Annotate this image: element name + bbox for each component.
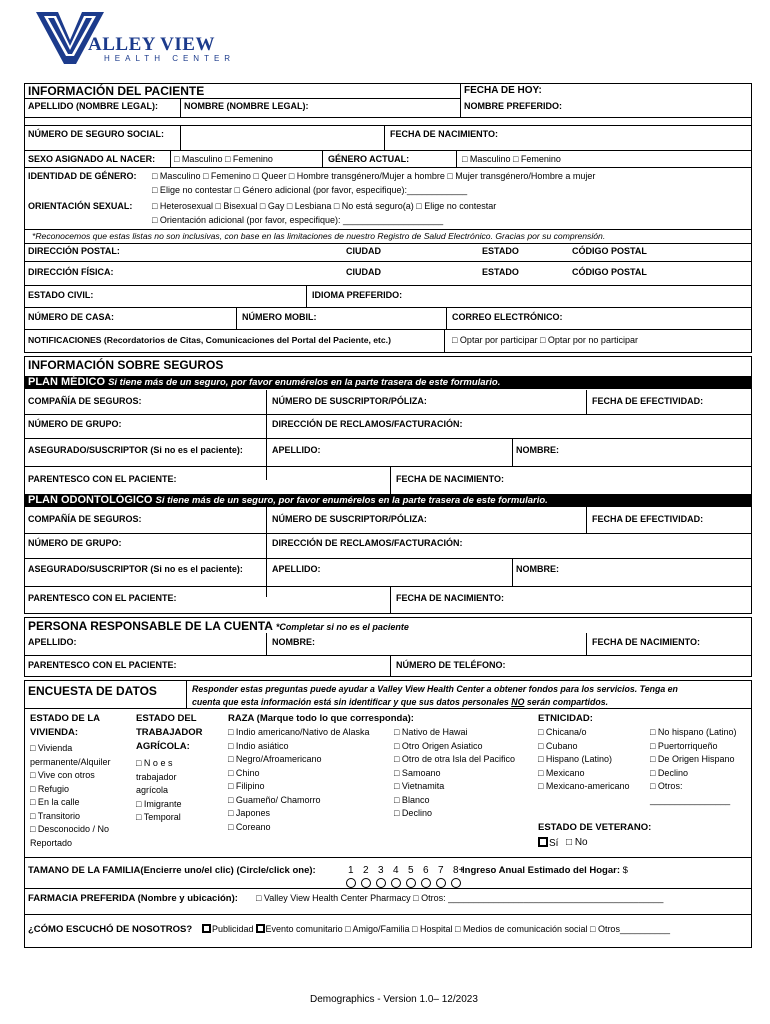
ethnicity-option-b-3[interactable]: □ Declino [650, 767, 688, 778]
race-option-b-5[interactable]: □ Blanco [394, 794, 430, 805]
race-option-b-2[interactable]: □ Otro de otra Isla del Pacifico [394, 754, 515, 764]
mailing-zip-label: CÓDIGO POSTAL [572, 246, 647, 256]
housing-option-2[interactable]: □ Vive con otros [30, 770, 95, 780]
gender-identity-options-2[interactable]: □ Elige no contestar □ Género adicional (por favor, especifique):____________ [152, 185, 468, 195]
medical-effective-date-label[interactable]: FECHA DE EFECTIVIDAD: [592, 396, 704, 406]
housing-option-6[interactable]: □ Desconocido / No [30, 824, 109, 834]
dental-insured-firstname-label[interactable]: NOMBRE: [516, 564, 559, 574]
pharmacy-options[interactable]: □ Valley View Health Center Pharmacy □ Otros: ___________________________________________ [256, 893, 664, 903]
logo-subtitle: HEALTH CENTER [104, 54, 236, 63]
last-name-label[interactable]: APELLIDO (NOMBRE LEGAL): [28, 101, 158, 111]
medical-insured-birthdate-label[interactable]: FECHA DE NACIMIENTO: [396, 474, 504, 484]
family-size-circle-2[interactable] [361, 878, 371, 888]
sexual-orientation-options-1[interactable]: □ Heterosexual □ Bisexual □ Gay □ Lesbiana □ No está seguro(a) □ Elige no contestar [152, 201, 497, 211]
responsible-lastname-label[interactable]: APELLIDO: [28, 637, 77, 647]
family-size-circle-8+[interactable] [451, 878, 461, 888]
inclusivity-note: *Reconocemos que estas listas no son inclusivas, con base en las limitaciones de nuestro Registro de Salud Electrónico. Gracias por su comprensión. [32, 231, 606, 241]
family-size-8+[interactable]: 8+ [453, 865, 465, 876]
family-size-circle-1[interactable] [346, 878, 356, 888]
housing-option-0[interactable]: □ Vivienda [30, 743, 73, 753]
family-size-1[interactable]: 1 [348, 865, 354, 876]
household-income-label[interactable]: Ingreso Anual Estimado del Hogar: $ [462, 865, 628, 876]
today-date-label: FECHA DE HOY: [464, 85, 542, 96]
race-option-b-0[interactable]: □ Nativo de Hawai [394, 727, 468, 737]
physical-city-label: CIUDAD [346, 267, 381, 277]
veteran-yes-checkbox[interactable] [538, 837, 548, 847]
medical-plan-bar: PLAN MÉDICO Si tiene más de un seguro, por favor enumérelos en la parte trasera de este formulario. [24, 376, 752, 389]
medical-claims-label[interactable]: DIRECCIÓN DE RECLAMOS/FACTURACIÓN: [272, 419, 463, 429]
family-size-2[interactable]: 2 [363, 865, 369, 876]
gender-identity-options-1[interactable]: □ Masculino □ Femenino □ Queer □ Hombre transgénero/Mujer a hombre □ Mujer transgénero/Hombre a mujer [152, 171, 596, 181]
survey-section-title: ENCUESTA DE DATOS [28, 684, 157, 698]
family-size-6[interactable]: 6 [423, 865, 429, 876]
birthdate-label[interactable]: FECHA DE NACIMIENTO: [390, 129, 498, 139]
mobile-phone-label[interactable]: NÚMERO MOBIL: [242, 312, 317, 322]
family-size-3[interactable]: 3 [378, 865, 384, 876]
race-option-b-4[interactable]: □ Vietnamita [394, 781, 445, 791]
pharmacy-label: FARMACIA PREFERIDA (Nombre y ubicación): [28, 893, 238, 904]
dental-effective-date-label[interactable]: FECHA DE EFECTIVIDAD: [592, 514, 704, 524]
medical-company-label[interactable]: COMPAÑÍA DE SEGUROS: [28, 396, 142, 406]
physical-address-label[interactable]: DIRECCIÓN FÍSICA: [28, 267, 114, 277]
race-option-a-7[interactable]: □ Coreano [228, 821, 271, 832]
footer-version: Demographics - Version 1.0– 12/2023 [310, 994, 478, 1005]
family-size-7[interactable]: 7 [438, 865, 444, 876]
farmworker-option-1: trabajador [136, 771, 177, 782]
mailing-city-label: CIUDAD [346, 246, 381, 256]
veteran-no-option[interactable]: □ No [566, 837, 588, 848]
ethnicity-option-a-0[interactable]: □ Chicana/o [538, 727, 587, 737]
dental-insured-label: ASEGURADO/SUSCRIPTOR (Si no es el paciente): [28, 564, 243, 574]
ethnicity-option-a-2[interactable]: □ Hispano (Latino) [538, 754, 612, 764]
race-option-b-1[interactable]: □ Otro Origen Asiatico [394, 740, 483, 751]
sexual-orientation-options-2[interactable]: □ Orientación adicional (por favor, especifique): ____________________ [152, 215, 444, 225]
family-size-4[interactable]: 4 [393, 865, 399, 876]
dental-claims-label[interactable]: DIRECCIÓN DE RECLAMOS/FACTURACIÓN: [272, 538, 463, 548]
race-option-a-3[interactable]: □ Chino [228, 767, 260, 778]
home-phone-label[interactable]: NÚMERO DE CASA: [28, 312, 115, 322]
survey-intro-1: Responder estas preguntas puede ayudar a Valley View Health Center a obtener fondos para los servicios. Tenga en [192, 684, 678, 694]
current-gender-options[interactable]: □ Masculino □ Femenino [462, 154, 561, 164]
housing-option-3[interactable]: □ Refugio [30, 783, 69, 794]
sex-at-birth-options[interactable]: □ Masculino □ Femenino [174, 154, 273, 164]
ethnicity-option-b-4[interactable]: □ Otros: [650, 781, 683, 791]
dental-policy-label[interactable]: NÚMERO DE SUSCRIPTOR/PÓLIZA: [272, 514, 427, 524]
family-size-5[interactable]: 5 [408, 865, 414, 876]
first-name-label[interactable]: NOMBRE (NOMBRE LEGAL): [184, 101, 309, 111]
family-size-circle-6[interactable] [421, 878, 431, 888]
gender-identity-label: IDENTIDAD DE GÉNERO: [28, 171, 137, 181]
medical-group-label[interactable]: NÚMERO DE GRUPO: [28, 419, 122, 429]
medical-policy-label[interactable]: NÚMERO DE SUSCRIPTOR/PÓLIZA: [272, 396, 427, 406]
notifications-options[interactable]: □ Optar por participar □ Optar por no participar [452, 335, 638, 345]
housing-option-5[interactable]: □ Transitorio [30, 810, 80, 821]
sex-at-birth-label: SEXO ASIGNADO AL NACER: [28, 154, 156, 164]
housing-option-4[interactable]: □ En la calle [30, 797, 80, 807]
ethnicity-option-b-0[interactable]: □ No hispano (Latino) [650, 727, 737, 737]
ethnicity-option-b-2[interactable]: □ De Origen Hispano [650, 754, 735, 764]
medical-insured-label: ASEGURADO/SUSCRIPTOR (Si no es el paciente): [28, 445, 243, 455]
ethnicity-title: ETNICIDAD: [538, 713, 593, 724]
race-option-b-3[interactable]: □ Samoano [394, 767, 441, 778]
family-size-circle-5[interactable] [406, 878, 416, 888]
referral-event-checkbox[interactable] [256, 924, 265, 933]
farmworker-option-0[interactable]: □ N o e s [136, 758, 173, 768]
insurance-frame [24, 356, 752, 614]
responsible-section-title: PERSONA RESPONSABLE DE LA CUENTA *Completar si no es el paciente [28, 619, 409, 633]
farmworker-title-3: AGRÍCOLA: [136, 741, 190, 752]
farmworker-option-3[interactable]: □ Imigrante [136, 798, 182, 809]
preferred-language-label[interactable]: IDIOMA PREFERIDO: [312, 290, 403, 300]
ssn-label[interactable]: NÚMERO DE SEGURO SOCIAL: [28, 129, 165, 139]
responsible-relationship-label[interactable]: PARENTESCO CON EL PACIENTE: [28, 660, 177, 670]
preferred-name-label[interactable]: NOMBRE PREFERIDO: [464, 101, 563, 111]
ethnicity-option-b-1[interactable]: □ Puertorriqueño [650, 740, 718, 751]
dental-plan-bar: PLAN ODONTOLÓGICO Si tiene más de un seguro, por favor enumérelos en la parte trasera de este formulario. [24, 494, 752, 507]
farmworker-option-2: agrícola [136, 785, 169, 795]
housing-title-1: ESTADO DE LA [30, 713, 101, 724]
farmworker-title-1: ESTADO DEL [136, 713, 197, 724]
farmworker-option-4[interactable]: □ Temporal [136, 812, 181, 822]
dental-insured-birthdate-label[interactable]: FECHA DE NACIMIENTO: [396, 593, 504, 603]
marital-status-label[interactable]: ESTADO CIVIL: [28, 290, 94, 300]
referral-ad-checkbox[interactable] [202, 924, 211, 933]
patient-section-title: INFORMACIÓN DEL PACIENTE [28, 84, 205, 98]
mailing-state-label: ESTADO [482, 246, 519, 256]
family-size-circle-3[interactable] [376, 878, 386, 888]
medical-insured-firstname-label[interactable]: NOMBRE: [516, 445, 559, 455]
family-size-circle-7[interactable] [436, 878, 446, 888]
housing-option-1: permanente/Alquiler [30, 756, 111, 767]
family-size-label: TAMANO DE LA FAMILIA(Encierre uno/el clic) (Circle/click one): [28, 865, 316, 876]
race-title: RAZA (Marque todo lo que corresponda): [228, 713, 414, 724]
referral-label: ¿CÓMO ESCUCHÓ DE NOSOTROS? [28, 924, 193, 935]
dental-relationship-label[interactable]: PARENTESCO CON EL PACIENTE: [28, 593, 177, 603]
race-option-a-0[interactable]: □ Indio americano/Nativo de Alaska [228, 727, 370, 737]
housing-title-2: VIVIENDA: [30, 727, 79, 738]
survey-intro-2: cuenta que esta información está sin identificar y que sus datos personales NO serán compartidos. [192, 697, 609, 707]
current-gender-label: GÉNERO ACTUAL: [328, 154, 410, 164]
referral-options[interactable]: Publicidad Evento comunitario □ Amigo/Familia □ Hospital □ Medios de comunicación social □ Otros__________ [202, 924, 670, 935]
ethnicity-option-a-1[interactable]: □ Cubano [538, 740, 578, 751]
notifications-label: NOTIFICACIONES (Recordatorios de Citas, Comunicaciones del Portal del Paciente, etc.) [28, 335, 391, 345]
medical-insured-lastname-label[interactable]: APELLIDO: [272, 445, 321, 455]
race-option-a-2[interactable]: □ Negro/Afroamericano [228, 754, 322, 764]
ethnicity-option-b-5: ________________ [650, 794, 731, 805]
email-label[interactable]: CORREO ELECTRÓNICO: [452, 312, 563, 322]
medical-relationship-label[interactable]: PARENTESCO CON EL PACIENTE: [28, 474, 177, 484]
ethnicity-option-a-4[interactable]: □ Mexicano-americano [538, 781, 630, 791]
logo [36, 12, 236, 64]
sexual-orientation-label: ORIENTACIÓN SEXUAL: [28, 201, 133, 211]
physical-zip-label: CÓDIGO POSTAL [572, 267, 647, 277]
dental-group-label[interactable]: NÚMERO DE GRUPO: [28, 538, 122, 548]
ethnicity-option-a-3[interactable]: □ Mexicano [538, 767, 585, 778]
family-size-circle-4[interactable] [391, 878, 401, 888]
physical-state-label: ESTADO [482, 267, 519, 277]
mailing-address-label[interactable]: DIRECCIÓN POSTAL: [28, 246, 120, 256]
dental-company-label[interactable]: COMPAÑÍA DE SEGUROS: [28, 514, 142, 524]
race-option-a-4[interactable]: □ Filipino [228, 781, 265, 791]
farmworker-title-2: TRABAJADOR [136, 727, 203, 738]
insurance-section-title: INFORMACIÓN SOBRE SEGUROS [28, 358, 224, 372]
veteran-yes-option[interactable]: Sí [538, 837, 558, 849]
veteran-title: ESTADO DE VETERANO: [538, 822, 652, 833]
housing-option-7: Reportado [30, 837, 73, 848]
responsible-phone-label[interactable]: NÚMERO DE TELÉFONO: [396, 660, 506, 670]
responsible-birthdate-label[interactable]: FECHA DE NACIMIENTO: [592, 637, 700, 647]
dental-insured-lastname-label[interactable]: APELLIDO: [272, 564, 321, 574]
race-option-b-6[interactable]: □ Declino [394, 808, 432, 818]
race-option-a-5[interactable]: □ Guameño/ Chamorro [228, 794, 321, 805]
responsible-firstname-label[interactable]: NOMBRE: [272, 637, 315, 647]
race-option-a-1[interactable]: □ Indio asiático [228, 740, 289, 751]
race-option-a-6[interactable]: □ Japones [228, 808, 270, 818]
logo-wordmark: ALLEY VIEW [88, 34, 215, 55]
